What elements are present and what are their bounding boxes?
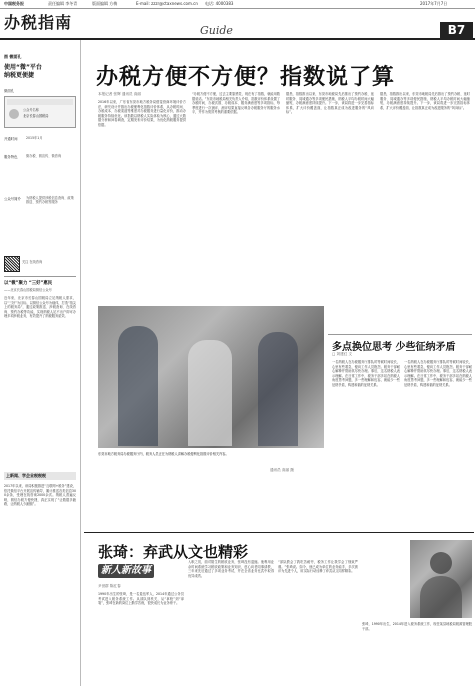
article-col-4: 据悉，指数推出以来，东莞市地税局先后推出了预约办税、延时服务、同城通办等多项便民措施，纳税人平均办税时间大幅缩短，办税满意度持续提升。下一步，该局将进一步完善指标体系，扩大评价覆盖面，让指数真正成为改进服务的“风向标”。 xyxy=(380,92,470,110)
byline: 本报记者 张辉 通讯员 高丽 xyxy=(98,92,141,96)
responsible-editor: 责任编辑 李冬青 xyxy=(48,1,78,6)
email: E-mail: zzzr@ctaxnews.com.cn xyxy=(136,1,198,6)
feature-title: 张琦：弃武从文也精彩 xyxy=(98,543,249,561)
column-divider xyxy=(80,40,81,686)
qr-code-icon xyxy=(4,256,20,272)
sidebar xyxy=(0,40,78,686)
article-col-2: “办税方便不方便，过去主要靠感觉，现在有了指数，就能用数据说话。”东莞市地税局相关负责人介绍，指数评价体系设置了办税时间、办税次数、办税成本、服务满意度等多项指标，每季度进行一次测评，测评结果直接反映各办税服务厅的服务水平，并作为绩效考核的重要依据。 xyxy=(192,92,280,115)
opinion-col-1: 一名纳税人在办税服务厅排队时等候时间较长，心里有些着急，便向工作人员抱怨。税务干部耐心解释并帮助其尽快办理。事后，这名纳税人表示理解。在日常工作中，税务干部多站在纳税人角度思考问题，多一些理解和包容，就能少一些征纳矛盾，构建和谐的征纳关系。 xyxy=(332,360,400,387)
article-col-3: 据悉，指数推出以来，东莞市地税局先后推出了预约办税、延时服务、同城通办等多项便民措施，纳税人平均办税时间大幅缩短，办税满意度持续提升。下一步，该局将进一步完善指标体系，扩大评价覆盖面，让指数真正成为改进服务的“风向标”。 xyxy=(286,92,374,115)
phone: 电话: 4000383 xyxy=(205,1,234,6)
column-title: 以“微”聚力 “三好”惠民 xyxy=(4,281,53,286)
phone-screenshot xyxy=(4,96,76,128)
feature-col-1: 1990年出生的张琦，是一名退伍军人，2014年通过公务员考试进入税务系统工作。从部队到机关，从“拿枪”到“拿笔”，张琦在新的岗位上勤学苦练，很快成长为业务骨干。 xyxy=(98,592,184,606)
qr-caption: 关注 在线咨询 xyxy=(22,260,43,264)
info-key-0: 开通时间 xyxy=(4,137,18,141)
portrait-photo xyxy=(410,540,472,618)
photo-credit: 通讯员 高丽 摄 xyxy=(270,468,294,472)
feature-col-3: “部队教会了我吃苦耐劳，税务工作让我学会了细致严谨。”张琦说。如今，他已成为单位的业务能手，多次被评为先进个人，用实际行动诠释了弃武从文同样精彩。 xyxy=(278,560,358,574)
info-value-1: 微办税、微宣传、微咨询 xyxy=(26,154,62,158)
opinion-byline: □ 刘建红 文 xyxy=(332,352,353,356)
profile-value: 北京长春山国税局 xyxy=(23,114,49,118)
info-value-0: 2015年1月 xyxy=(26,136,43,140)
sidebar-card-title: 使用“微”平台 纳税更便捷 xyxy=(4,64,42,79)
opinion-col-2: 一名纳税人在办税服务厅排队时等候时间较长，心里有些着急，便向工作人员抱怨。税务干部耐心解释并帮助其尽快办理。事后，这名纳税人表示理解。在日常工作中，税务干部多站在纳税人角度思考问题，多一些理解和包容，就能少一些征纳矛盾，构建和谐的征纳关系。 xyxy=(404,360,472,387)
article-col-1: 2016年以来，广东省东莞市地方税务局借鉴营商环境评价方法，研究设计并推出办税便利化指数评价体系，从办税时间、办税成本、办税渠道等维度对办税服务进行量化评价，推动办税服务持续优化。该指数以纳税人实际体验为核心，通过大数据分析和问卷调查，定期发布评价结果，为优化纳税服务提供依据。 xyxy=(98,100,186,127)
account-avatar xyxy=(9,109,19,119)
info-key-1: 服务特色 xyxy=(4,155,18,159)
layout-editor: 版面编辑 方梅 xyxy=(92,1,118,6)
column-body-a: 近年来，北京市长春山国税局立足纳税人需求，以“三好”为目标，以微信公众号为载体，打造“指尖上的税务局”，通过政策推送、涉税查询、在线咨询、预约办税等功能，实现纳税人足不出户即可办理多项涉税业务，有效提升了纳税服务质效。 xyxy=(4,296,76,319)
section-title: 办税指南 xyxy=(4,13,73,32)
feature-badge: 新人新故事 xyxy=(98,564,154,578)
profile-label: 公众号名称 xyxy=(23,108,39,112)
top-bar xyxy=(0,0,475,9)
photo-caption: 东莞市地方税务局办税服务厅内，税务人员正在为纳税人讲解办税便利化指数评价相关内容。 xyxy=(98,452,229,456)
feature-byline: 尹世群 陈红春 xyxy=(98,584,121,588)
info-key-2: 公众号简介 xyxy=(4,197,21,201)
section-subtitle: Guide xyxy=(200,24,233,37)
headline: 办税方便不方便？指数说了算 xyxy=(96,65,396,90)
opinion-title: 多点换位思考 少些征纳矛盾 xyxy=(332,342,456,353)
sidebar-caption-label: 微面孔 xyxy=(4,89,15,93)
portrait-caption: 张琦，1990年出生，2014年进入税务系统工作，现任某县地税局税源管理股干部。 xyxy=(362,622,472,631)
issue-date: 2017年7月7日 xyxy=(420,1,448,6)
lead-photo xyxy=(98,306,324,448)
feature-col-2: 入职之初，面对陌生的税收业务，张琦没有退缩。他利用业余时间系统学习税收政策和业务知识，虚心向老同事请教，三年来先后通过了多项业务考试，并在全省业务比武中取得优异成绩。 xyxy=(188,560,274,578)
column2-title: 上新闻、学企业税税税 xyxy=(6,473,46,478)
paper-name: 中国税务报 xyxy=(4,1,24,6)
sidebar-section-label: 图 微面孔 xyxy=(4,54,22,59)
info-value-2: 为纳税人提供涉税信息查询、政策推送、预约办税等服务 xyxy=(26,196,74,205)
column-body-b: 2017年以来，该局积极推进“互联网+税务”建设，依托微信平台开展宣传辅导，累计推送各类信息300余条，受理在线咨询2000余次。纳税人普遍反映，微信办税方便快捷，真正实现了“让数据多跑路，让纳税人少跑腿”。 xyxy=(4,484,76,507)
column-subtitle: ——北京长春山国税局微信公众号 xyxy=(4,288,52,292)
page-number: B7 xyxy=(440,22,473,38)
